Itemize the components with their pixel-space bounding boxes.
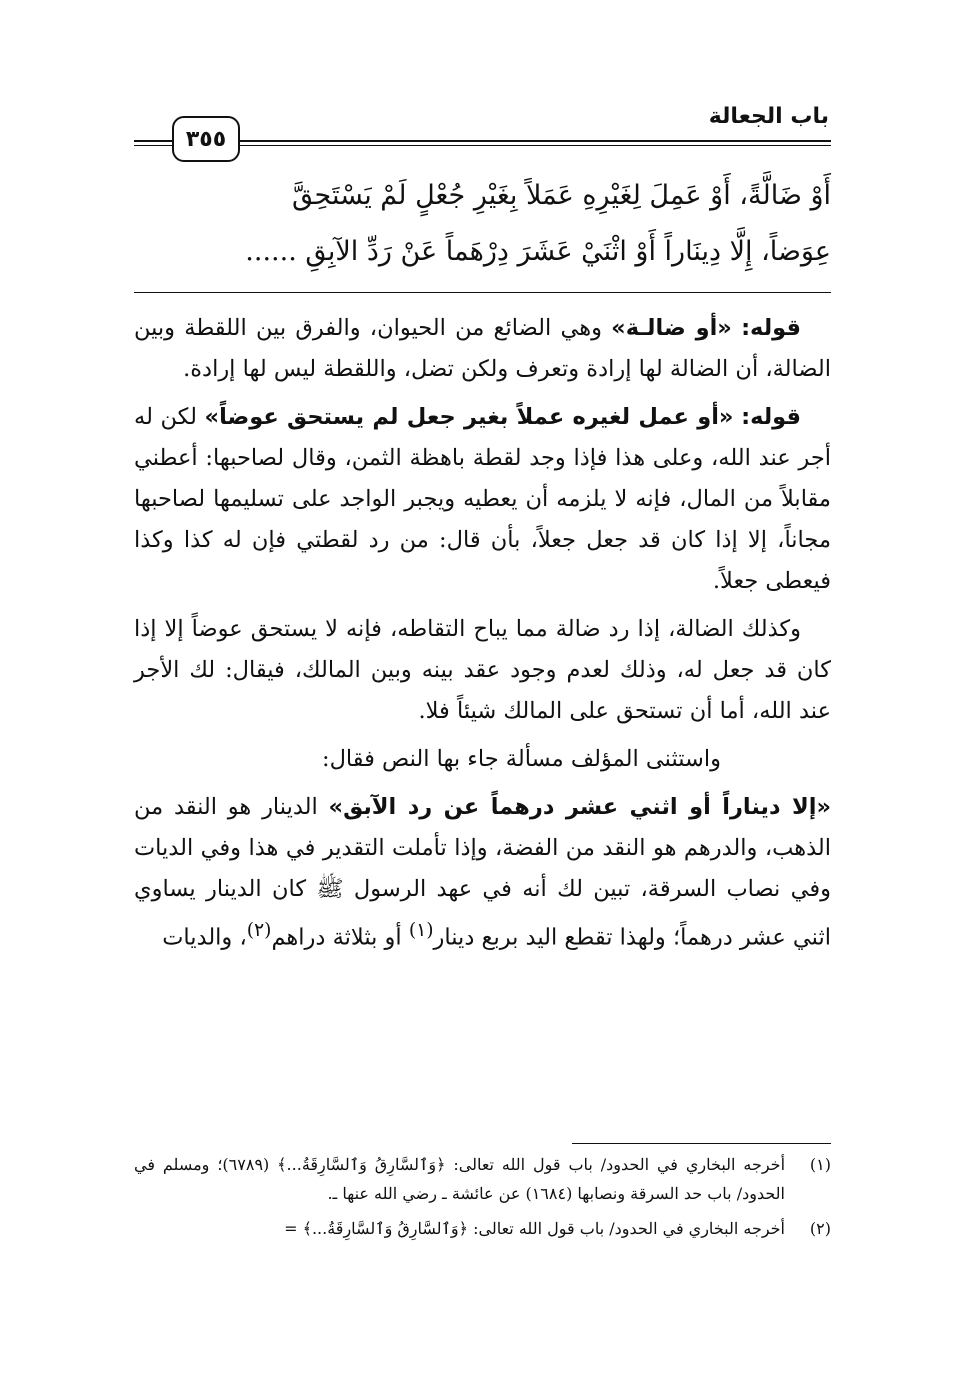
paragraph	[134, 739, 831, 780]
footnote	[134, 1150, 831, 1208]
paragraph-text: أو بثلاثة دراهم	[271, 924, 409, 951]
matn-line: عِوَضاً، إِلَّا دِينَاراً أَوْ اثْنَيْ عَشَرَ دِرْهَماً عَنْ رَدِّ الآبِقِ ......	[245, 236, 831, 267]
paragraph-text: وكذلك الضالة، إذا رد ضالة مما يباح التقاطه، فإنه لا يستحق عوضاً إلا إذا كان قد جعل له، وذلك لعدم وجود عقد بينه وبين المالك، فيقال: لك الأجر عند الله، أما أن تستحق على المالك شيئاً فلا.	[134, 616, 831, 724]
footnotes	[134, 1150, 831, 1243]
lead-word: قوله:	[741, 404, 802, 430]
footnote-ref[interactable]: (٢)	[246, 920, 272, 941]
footnote-text: أخرجه البخاري في الحدود/ باب قول الله تعالى: ﴿وَٱلسَّارِقُ وَٱلسَّارِقَةُ...﴾ =	[284, 1219, 785, 1238]
footnote-number: (١)	[809, 1155, 831, 1174]
paragraph	[134, 397, 831, 602]
matn-text	[134, 168, 831, 280]
quoted-matn: «إلا ديناراً أو اثني عشر درهماً عن رد الآبق»	[328, 794, 831, 820]
paragraph	[134, 308, 831, 390]
chapter-title: باب الجعالة	[708, 104, 829, 129]
footnote-ref[interactable]: (١)	[408, 920, 434, 941]
paragraph-text: واستثنى المؤلف مسألة جاء بها النص فقال:	[321, 746, 721, 772]
header-rule-thin	[236, 145, 831, 146]
paragraph-text: وهي الضائع من الحيوان، والفرق بين اللقطة وبين الضالة، أن الضالة لها إرادة وتعرف ولكن تضل، واللقطة ليس لها إرادة.	[134, 315, 831, 382]
matn-line: أَوْ ضَالَّةً، أَوْ عَمِلَ لِغَيْرِهِ عَمَلاً بِغَيْرِ جُعْلٍ لَمْ يَسْتَحِقَّ	[292, 180, 831, 211]
paragraph-text: ، والديات	[162, 924, 247, 951]
commentary	[134, 308, 831, 966]
header-rule-left	[134, 140, 174, 142]
paragraph-text: الدينار هو النقد من الذهب، والدرهم هو النقد من الفضة، وإذا تأملت التقدير في هذا وفي الديات وفي نصاب السرقة، تبين لك أنه في عهد الرسول ﷺ كان الدينار يساوي اثني عشر درهماً؛ ولهذا تقطع اليد بربع دينار	[134, 794, 831, 951]
paragraph-text: لكن له أجر عند الله، وعلى هذا فإذا وجد لقطة باهظة الثمن، وقال لصاحبها: أعطني مقابلاً من المال، فإنه لا يلزمه أن يعطيه ويجبر الواجد على تسليمها لصاحبها مجاناً، إلا إذا كان قد جعل جعلاً، بأن قال: من رد لقطتي فإن له كذا وكذا فيعطى جعلاً.	[134, 404, 831, 594]
header-rule	[236, 140, 831, 142]
lead-word: قوله:	[741, 315, 801, 341]
footnote-number: (٢)	[809, 1219, 831, 1238]
quoted-matn: «أو ضالـة»	[611, 315, 732, 341]
paragraph	[134, 787, 831, 959]
footnote	[134, 1214, 831, 1243]
quoted-matn: «أو عمل لغيره عملاً بغير جعل لم يستحق عوضاً»	[204, 404, 734, 430]
footnote-divider	[572, 1143, 831, 1144]
page-number: ٣٥٥	[172, 116, 240, 162]
matn-divider	[134, 292, 831, 293]
header-rule-left-thin	[134, 145, 174, 146]
paragraph	[134, 609, 831, 732]
footnote-text: أخرجه البخاري في الحدود/ باب قول الله تعالى: ﴿وَٱلسَّارِقُ وَٱلسَّارِقَةُ...﴾ (٦٧٨٩)؛ ومسلم في الحدود/ باب حد السرقة ونصابها (١٦٨٤) عن عائشة ـ رضي الله عنها ـ.	[134, 1155, 786, 1203]
